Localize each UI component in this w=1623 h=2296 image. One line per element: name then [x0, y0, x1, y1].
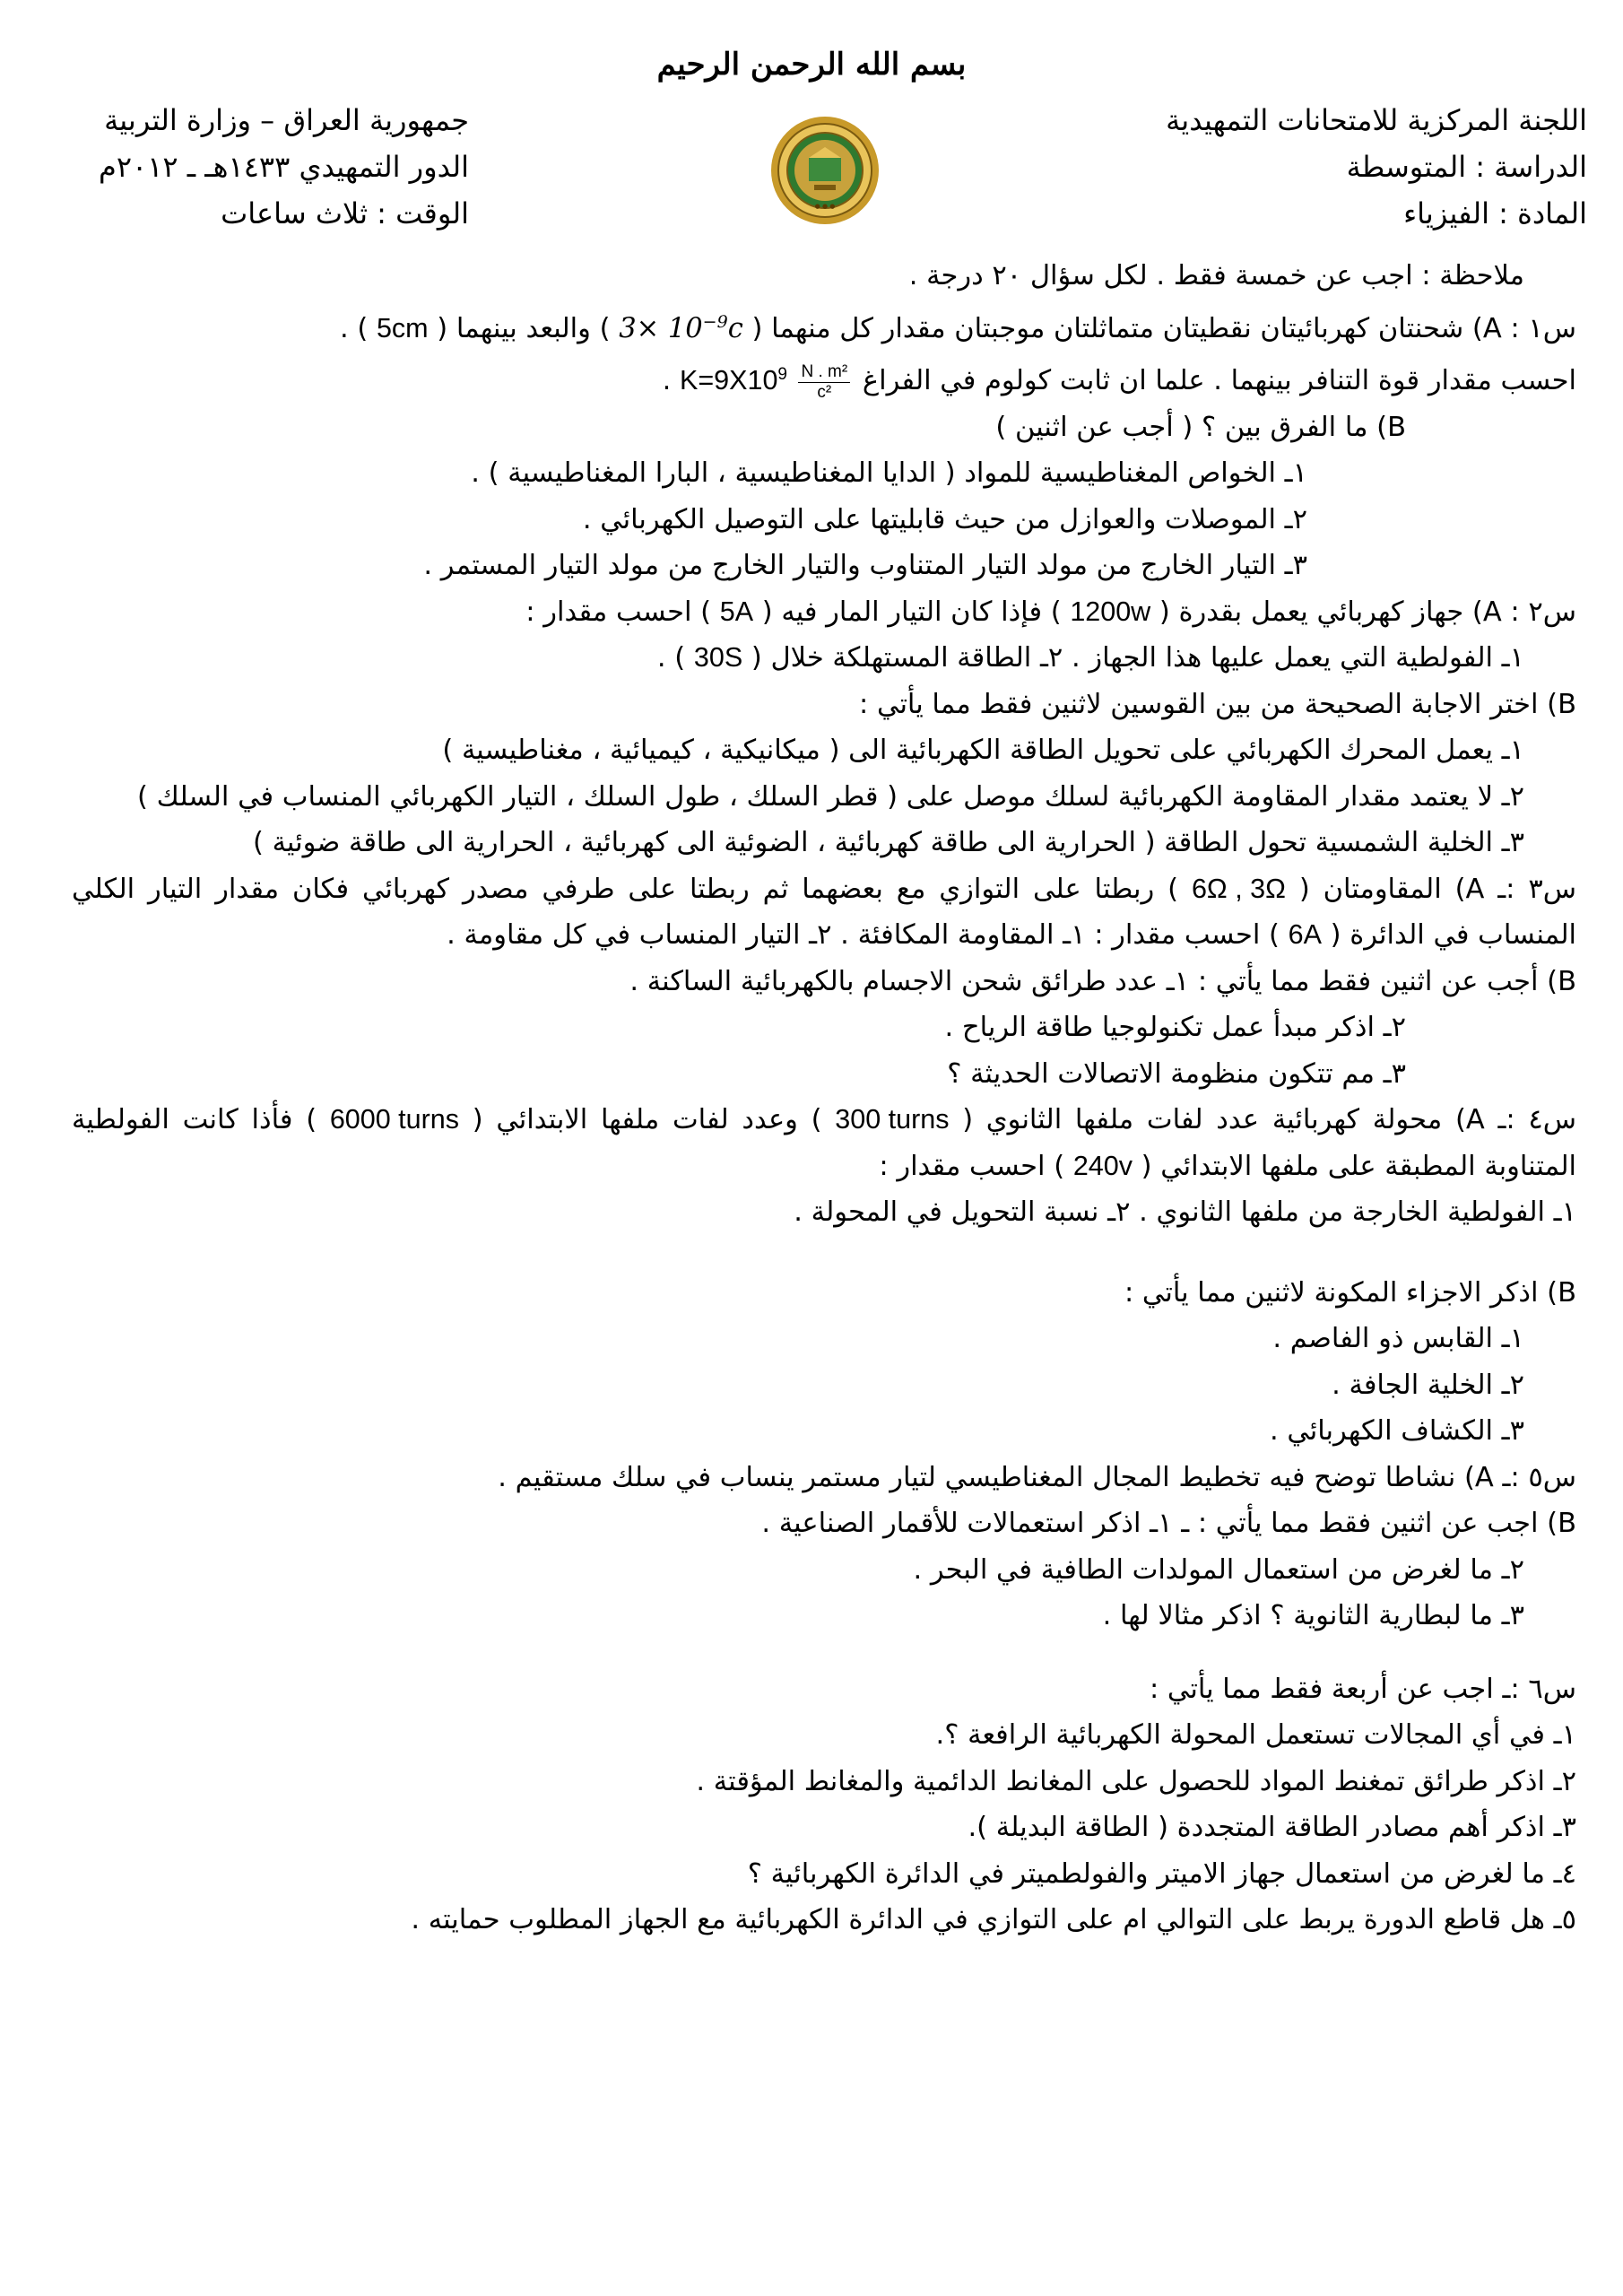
exam-body: [72, 253, 1576, 1944]
q6-item-4: ٤ـ ما لغرض من استعمال جهاز الاميتر والفولطميتر في الدائرة الكهربائية ؟: [747, 1857, 1576, 1890]
q1-a-text: شحنتان كهربائيتان نقطيتان متماثلتان موجبتان مقدار كل منهما (: [751, 312, 1464, 344]
q4-voltage: 240v: [1072, 1150, 1133, 1181]
k-exponent: 9: [777, 365, 787, 385]
q6-item-5: ٥ـ هل قاطع الدورة يربط على التوالي ام على التوازي في الدائرة الكهربائية مع الجهاز المطلوب حمايته .: [411, 1904, 1576, 1936]
q1-part-a-line2: احسب مقدار قوة التنافر بينهما . علما ان ثابت كولوم في الفراغ $K=9X10^9$ $\frac{\text{N . m²}}{\text{c²}}$ .: [72, 352, 1576, 404]
q1-a-text3: ) .: [339, 312, 369, 344]
svg-text:● ● ●: ● ● ●: [814, 203, 836, 210]
q1-a-text2: ) والبعد بينهما (: [437, 312, 611, 344]
q2-a-text2: ) فإذا كان التيار المار فيه (: [761, 596, 1062, 628]
q4-secondary-turns: 300 turns: [835, 1104, 950, 1135]
exam-session: الدور التمهيدي ١٤٣٣هـ ـ ٢٠١٢م: [99, 150, 470, 184]
q6-item-1: ١ـ في أي المجالات تستعمل المحولة الكهربائية الرافعة ؟.: [935, 1719, 1576, 1752]
q4-a-text3: ) فأذا كانت: [182, 1104, 317, 1136]
q3-b-item-2: ٢ـ اذكر مبدأ عمل تكنولوجيا طاقة الرياح .: [944, 1012, 1406, 1044]
q2-a-text1: جهاز كهربائي يعمل بقدرة (: [1159, 596, 1464, 628]
q2-power: 1200w: [1070, 596, 1151, 627]
q2-b-item-1: ١ـ يعمل المحرك الكهربائي على تحويل الطاقة الكهربائية الى ( ميكانيكية ، كيميائية ، مغناطيسية ): [442, 735, 1524, 767]
q2-time: 30S: [693, 642, 743, 674]
q2-b-item-2: ٢ـ لا يعتمد مقدار المقاومة الكهربائية لسلك موصل على ( قطر السلك ، طول السلك ، التيار الكهربائي المنساب في السلك ): [137, 780, 1524, 813]
q1-b-item-2: ٢ـ الموصلات والعوازل من حيث قابليتها على التوصيل الكهربائي .: [582, 503, 1307, 535]
q2-a-sub2: ) .: [656, 642, 686, 674]
q1-charge-coef: 3×: [619, 312, 660, 344]
k-unit-denominator: c²: [817, 382, 832, 402]
q3-a-label: س٣ :ـ A): [1454, 873, 1576, 905]
q1-charge-exp: −9: [702, 311, 728, 332]
header-right-block: [1166, 97, 1587, 237]
q4-a-text1: محولة كهربائية عدد لفات ملفها الثانوي (: [962, 1104, 1443, 1136]
q3-a-text1: المقاومتان (: [1298, 873, 1442, 905]
q4-part-a: [72, 1097, 1576, 1189]
coulomb-constant: [680, 352, 854, 404]
q1-charge-base: 10: [667, 312, 703, 344]
committee-name: اللجنة المركزية للامتحانات التمهيدية: [1166, 103, 1587, 137]
q6-label: س٦ :ـ اجب عن أربعة فقط مما يأتي :: [1149, 1673, 1576, 1705]
q5-part-a: س٥ :ـ A) نشاطا توضح فيه تخطيط المجال المغناطيسي لتيار مستمر ينساب في سلك مستقيم .: [498, 1461, 1576, 1493]
q2-current: 5A: [719, 596, 754, 627]
study-level: الدراسة : المتوسطة: [1346, 150, 1587, 184]
q3-a-text4: ) احسب مقدار : ١ـ المقاومة المكافئة . ٢ـ التيار المنساب في كل مقاومة .: [447, 919, 1280, 952]
q1-distance: 5cm: [376, 312, 429, 344]
header-left-block: [99, 97, 469, 237]
q6-item-3: ٣ـ اذكر أهم مصادر الطاقة المتجددة ( الطاقة البديلة ).: [968, 1812, 1576, 1844]
q4-primary-turns: 6000 turns: [329, 1104, 459, 1135]
k-unit-fraction: [798, 362, 850, 403]
q4-b-item-2: ٢ـ الخلية الجافة .: [1332, 1369, 1524, 1401]
q3-b-item-3: ٣ـ مم تتكون منظومة الاتصالات الحديثة ؟: [947, 1057, 1406, 1090]
q3-a-text3: الكلي المنساب في الدائرة (: [72, 873, 1576, 952]
q2-part-a: [72, 589, 1576, 636]
q4-a-text4: الفولطية المتناوبة المطبقة على ملفها الابتدائي (: [72, 1104, 1576, 1182]
q2-part-b-label: B) اختر الاجابة الصحيحة من بين القوسين لاثنين فقط مما يأتي :: [859, 688, 1576, 720]
q3-part-a: [72, 866, 1576, 959]
q4-a-text2: ) وعدد لفات ملفها الابتدائي (: [472, 1104, 822, 1136]
exam-duration: الوقت : ثلاث ساعات: [221, 196, 470, 230]
q2-a-label: س٢ : A): [1471, 596, 1576, 628]
q4-b-item-1: ١ـ القابس ذو الفاصم .: [1272, 1323, 1524, 1355]
q3-current: 6A: [1288, 919, 1322, 951]
q4-part-a-sub: ١ـ الفولطية الخارجة من ملفها الثانوي . ٢ـ نسبة التحويل في المحولة .: [794, 1196, 1576, 1229]
spacer: [72, 1639, 1576, 1666]
exam-note: ملاحظة : اجب عن خمسة فقط . لكل سؤال ٢٠ درجة .: [908, 260, 1524, 291]
q5-b-item-2: ٢ـ ما لغرض من استعمال المولدات الطافية في البحر .: [913, 1553, 1524, 1586]
q3-resistances: 6Ω , 3Ω: [1191, 873, 1286, 904]
q1-charge: [619, 300, 743, 352]
k-unit-numerator: N . m²: [798, 362, 850, 383]
q4-a-label: س٤ :ـ A): [1454, 1104, 1577, 1136]
q2-a-sub1: ١ـ الفولطية التي يعمل عليها هذا الجهاز . ٢ـ الطاقة المستهلكة خلال (: [751, 642, 1524, 674]
q4-b-item-3: ٣ـ الكشاف الكهربائي .: [1269, 1415, 1524, 1448]
spacer: [72, 1236, 1576, 1270]
q4-part-b-label: B) اذكر الاجزاء المكونة لاثنين مما يأتي :: [1124, 1276, 1576, 1309]
k-value: K=9X10: [680, 365, 778, 396]
q3-part-b-label: B) أجب عن اثنين فقط مما يأتي : ١ـ عدد طرائق شحن الاجسام بالكهربائية الساكنة .: [629, 965, 1576, 997]
q1-part-b-label: B) ما الفرق بين ؟ ( أجب عن اثنين ): [995, 411, 1406, 443]
ministry-name: جمهورية العراق – وزارة التربية: [104, 103, 470, 137]
q2-b-item-3: ٣ـ الخلية الشمسية تحول الطاقة ( الحرارية الى طاقة كهربائية ، الضوئية الى كهربائية ، الحرارية الى طاقة ضوئية ): [252, 827, 1524, 859]
bismillah-heading: بسم الله الرحمن الرحيم: [656, 47, 967, 83]
q1-part-a: [72, 300, 1576, 352]
q2-a-text3: ) احسب مقدار :: [525, 596, 712, 628]
q5-part-b-label: B) اجب عن اثنين فقط مما يأتي : ـ ١ـ اذكر استعمالات للأقمار الصناعية .: [761, 1508, 1576, 1540]
q1-b-item-1: ١ـ الخواص المغناطيسية للمواد ( الدايا المغناطيسية ، البارا المغناطيسية ) .: [471, 457, 1307, 490]
ministry-seal-logo: [769, 115, 881, 226]
q4-a-text5: ) احسب مقدار :: [879, 1150, 1065, 1182]
q1-a-label: س١ : A): [1471, 312, 1576, 344]
q5-b-item-3: ٣ـ ما لبطارية الثانوية ؟ اذكر مثالا لها .: [1102, 1600, 1524, 1632]
q1-b-item-3: ٣ـ التيار الخارج من مولد التيار المتناوب والتيار الخارج من مولد التيار المستمر .: [423, 550, 1307, 582]
q6-item-2: ٢ـ اذكر طرائق تمغنط المواد للحصول على المغانط الدائمية والمغانط المؤقتة .: [696, 1765, 1576, 1797]
q1-charge-unit: c: [727, 312, 743, 344]
q1-a-line2: احسب مقدار قوة التنافر بينهما . علما ان ثابت كولوم في الفراغ: [862, 365, 1576, 397]
q3-a-text2: ) ربطتا على التوازي مع بعضهما ثم ربطتا على طرفي مصدر كهربائي فكان مقدار التيار: [148, 873, 1179, 905]
subject-name: المادة : الفيزياء: [1403, 196, 1587, 230]
q2-part-a-sub: [72, 635, 1576, 682]
